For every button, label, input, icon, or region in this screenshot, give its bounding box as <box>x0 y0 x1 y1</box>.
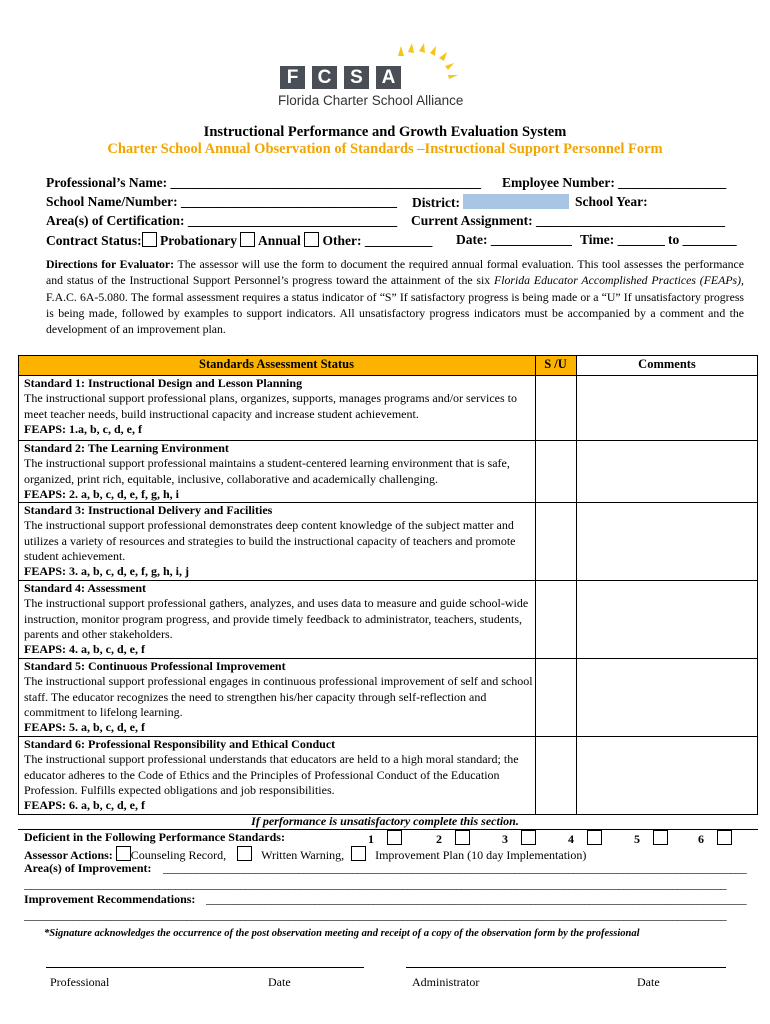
deficient-2 <box>436 830 470 847</box>
contract-status-row <box>46 232 432 249</box>
standard-2-feaps: FEAPS: 2. a, b, c, d, e, f, g, h, i <box>24 486 180 501</box>
deficient-6-number: 6 <box>698 832 704 846</box>
recommendations-label: Improvement Recommendations: <box>24 892 196 906</box>
probationary-label: Probationary <box>160 233 237 248</box>
areas-label: Area(s) of Improvement: <box>24 861 152 875</box>
professional-name-field[interactable]: Professional’s Name: ______________________________________________ <box>46 175 481 190</box>
deficient-2-checkbox[interactable] <box>455 830 470 845</box>
deficient-4-checkbox[interactable] <box>587 830 602 845</box>
warning-checkbox[interactable] <box>237 846 252 861</box>
standard-4-feaps: FEAPS: 4. a, b, c, d, e, f <box>24 642 145 657</box>
standards-table <box>18 355 758 830</box>
deficient-label: Deficient in the Following Performance Standards: <box>24 830 285 844</box>
directions-feaps: Florida Educator Accomplished Practices (FEAPs), <box>494 273 744 288</box>
administrator-date-label: Date <box>637 975 660 989</box>
standard-1 <box>24 376 538 437</box>
recommendations-line[interactable]: ____________________________________________________________________________________________________ <box>206 892 747 906</box>
current-assignment-field[interactable]: Current Assignment: ____________________________ <box>411 213 726 228</box>
deficient-5 <box>634 830 668 847</box>
deficient-6-checkbox[interactable] <box>717 830 732 845</box>
table-border-top <box>18 355 758 356</box>
unsatisfactory-note: If performance is unsatisfactory complete this section. <box>251 814 519 828</box>
annual-checkbox[interactable] <box>240 232 255 247</box>
col-comments-header: Comments <box>638 357 696 371</box>
district-field[interactable] <box>412 194 569 211</box>
employee-number-field[interactable]: Employee Number: ________________ <box>502 175 727 190</box>
school-name-field[interactable]: School Name/Number: ________________________________ <box>46 194 397 209</box>
signature-note: *Signature acknowledges the occurrence of the post observation meeting and receipt of a copy of the observation form by the professional <box>44 928 640 939</box>
standard-1-title: Standard 1: Instructional Design and Lesson Planning <box>24 376 303 390</box>
standard-4-body: The instructional support professional gathers, analyzes, and uses data to measure and guide school-wide instruction, monitor program progress, and provide timely feedback to administrator, teachers, students, parents and other stakeholders. <box>24 596 529 641</box>
logo-letter-a: A <box>376 66 401 89</box>
standard-5-body: The instructional support professional engages in continuous professional improvement of self and school staff. The educator recognizes the need to strengthen his/her capacity through self-reflection and commitment to lifelong learning. <box>24 674 533 719</box>
col-status-header: Standards Assessment Status <box>199 357 354 371</box>
deficient-1-checkbox[interactable] <box>387 830 402 845</box>
table-border-right <box>757 355 758 814</box>
counseling-label: Counseling Record, <box>130 848 227 862</box>
logo-letter-f: F <box>280 66 305 89</box>
recommendations-line-2[interactable]: __________________________________________________________________________________________________________________________________ <box>24 908 727 922</box>
standard-6-body: The instructional support professional understands that educators are held to a high moral standard; the educator adheres to the Code of Ethics and the Principles of Professional Conduct of the Education Profession. Fulfills expected obligations and job responsibilities. <box>24 752 519 797</box>
deficient-5-checkbox[interactable] <box>653 830 668 845</box>
standard-4-title: Standard 4: Assessment <box>24 581 147 595</box>
deficient-5-number: 5 <box>634 832 640 846</box>
contract-status-label: Contract Status: <box>46 233 142 248</box>
deficient-6 <box>698 830 732 847</box>
administrator-label: Administrator <box>412 975 480 989</box>
deficient-2-number: 2 <box>436 832 442 846</box>
administrator-signature-line[interactable] <box>406 967 726 968</box>
table-border-left <box>18 355 19 814</box>
counseling-checkbox[interactable] <box>116 846 131 861</box>
standard-3-title: Standard 3: Instructional Delivery and Facilities <box>24 503 273 517</box>
warning-label: Written Warning, <box>261 848 345 862</box>
deficient-4 <box>568 830 602 847</box>
certification-field[interactable]: Area(s) of Certification: _______________________________ <box>46 213 398 228</box>
standard-3-body: The instructional support professional demonstrates deep content knowledge of the subject matter and utilizes a variety of resources and strategies to build the instructional capacity of teachers and promote student achievement. <box>24 518 516 563</box>
improvement-plan-checkbox[interactable] <box>351 846 366 861</box>
document-title: Instructional Performance and Growth Evaluation System <box>203 124 567 140</box>
other-checkbox[interactable] <box>304 232 319 247</box>
professional-label: Professional <box>50 975 110 989</box>
deficient-3-checkbox[interactable] <box>521 830 536 845</box>
col-su-header: S /U <box>544 357 567 371</box>
professional-date-label: Date <box>268 975 291 989</box>
areas-line-2[interactable]: __________________________________________________________________________________________________________________________________ <box>24 877 727 891</box>
standard-5 <box>24 659 538 735</box>
directions-lead: Directions for Evaluator: <box>46 257 175 271</box>
deficient-1-number: 1 <box>368 832 374 846</box>
probationary-checkbox[interactable] <box>142 232 157 247</box>
standard-1-body: The instructional support professional plans, organizes, supports, manages programs and/or services to meet teacher needs, build instructional capacity and increase student achievement. <box>24 391 518 421</box>
directions-paragraph <box>46 256 744 337</box>
professional-signature-line[interactable] <box>46 967 364 968</box>
standard-4 <box>24 581 538 657</box>
areas-line[interactable]: ____________________________________________________________________________________________________________ <box>163 861 747 875</box>
standard-1-feaps: FEAPS: 1.a, b, c, d, e, f <box>24 421 142 436</box>
deficient-1 <box>368 830 402 847</box>
deficient-4-number: 4 <box>568 832 574 846</box>
document-subtitle: Charter School Annual Observation of Standards –Instructional Support Personnel Form <box>107 141 663 157</box>
deficient-3-number: 3 <box>502 832 508 846</box>
date-field[interactable]: Date: ____________ <box>456 232 572 247</box>
standard-5-feaps: FEAPS: 5. a, b, c, d, e, f <box>24 720 145 735</box>
improvement-plan-label: Improvement Plan (10 day Implementation) <box>375 848 587 862</box>
logo-letter-s: S <box>344 66 369 89</box>
standard-5-title: Standard 5: Continuous Professional Improvement <box>24 659 286 673</box>
other-field[interactable]: Other: __________ <box>322 233 433 248</box>
deficient-3 <box>502 830 536 847</box>
time-field[interactable]: Time: _______ <box>580 232 665 247</box>
standard-2-title: Standard 2: The Learning Environment <box>24 441 229 455</box>
annual-label: Annual <box>258 233 301 248</box>
standard-2 <box>24 441 538 502</box>
directions-text-2: F.A.C. 6A-5.080. The formal assessment requires a status indicator of “S” If satisfactory progress is being made or a “U” If unsatisfactory progress is being made, followed by examples to support indicators. All unsatisfactory progress indicators must be accompanied by a comment and the development of an improvement plan. <box>46 289 744 337</box>
standard-6-title: Standard 6: Professional Responsibility and Ethical Conduct <box>24 737 336 751</box>
district-highlight[interactable] <box>463 194 569 209</box>
logo-subtitle: Florida Charter School Alliance <box>278 93 464 108</box>
directions-text-1: The assessor will use the form to document the required annual formal evaluation. This tool assesses the performance and status of the Instructional Support Personnel’s progress toward the attainment of the six <box>46 257 744 288</box>
table-divider-comments <box>576 355 577 814</box>
standard-3 <box>24 503 538 579</box>
logo-letter-c: C <box>312 66 337 89</box>
school-year-field[interactable]: School Year: <box>575 194 648 209</box>
standard-6 <box>24 737 538 813</box>
standard-3-feaps: FEAPS: 3. a, b, c, d, e, f, g, h, i, j <box>24 564 189 579</box>
fcsa-logo <box>270 42 500 114</box>
district-label: District: <box>412 195 460 210</box>
standard-2-body: The instructional support professional maintains a student-centered learning environment that is safe, organized, print rich, equitable, inclusive, collaborative and academically challenging. <box>24 456 510 486</box>
standard-6-feaps: FEAPS: 6. a, b, c, d, e, f <box>24 798 145 813</box>
time-to-field[interactable]: to ________ <box>668 232 737 247</box>
assessor-actions-label: Assessor Actions: <box>24 848 113 862</box>
